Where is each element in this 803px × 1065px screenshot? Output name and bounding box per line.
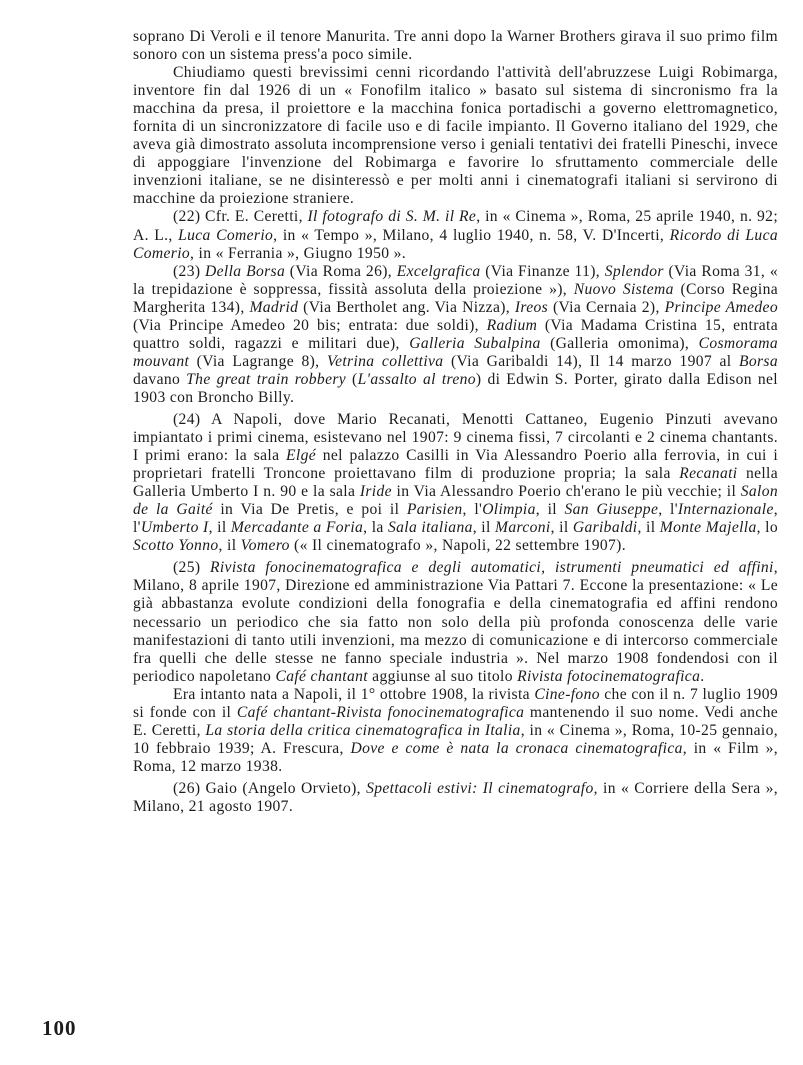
italic-run: Café chantant-Rivista fonocinematografica: [236, 703, 525, 721]
text-run: in Via Alessandro Poerio ch'erano le più vecchie; il: [391, 483, 741, 501]
italic-run: Elgé: [286, 447, 317, 465]
text-run: , in « Tempo », Milano, 4 luglio 1940, n. 58, V. D'Incerti,: [273, 226, 670, 244]
italic-run: Radium: [486, 316, 538, 334]
text-run: , Milano, 8 aprile 1907, Direzione ed amministrazione Via Pattari 7. Eccone la presentazione: « Le già abbastanza evolute condizioni della fonografia e della cinematografia ed affini rendono necessario un periodico che sia fatto non solo della più profonda conoscenza delle varie manifestazioni di tanto utili invenzioni, ma mezzo di comunicazione e di intercorso commerciale fra quelli che delle stesse ne fanno speciale industria ». Nel marzo 1908 fondendosi con il periodico napoletano: [133, 559, 778, 685]
italic-run: Sala italiana: [387, 519, 473, 537]
italic-run: Cosmorama mouvant: [133, 334, 778, 370]
italic-run: Spettacoli estivi: Il cinematografo: [366, 779, 594, 797]
page-number: 100: [42, 1016, 77, 1040]
text-run: (23): [173, 262, 206, 280]
text-run: , il: [550, 519, 573, 537]
text-run: (Via Roma 26),: [285, 262, 397, 280]
italic-run: L'assalto al treno: [357, 370, 476, 388]
text-run: aggiunse al suo titolo: [367, 667, 518, 685]
italic-run: Excelgrafica: [396, 262, 481, 280]
italic-run: The great train robbery: [186, 370, 347, 388]
footnote-26: [133, 780, 778, 816]
italic-run: Borsa: [738, 352, 778, 370]
text-run: che con il n. 7 luglio 1909 si fonde con il: [133, 685, 778, 721]
text-run: (Via Roma 31, « la trepidazione è soppressa, fissità assoluta della proiezione »),: [133, 262, 778, 298]
text-run: (« Il cinematografo », Napoli, 22 settembre 1907).: [289, 537, 626, 555]
text-run: , l': [658, 501, 678, 519]
text-run: , il: [637, 519, 660, 537]
italic-run: Marconi: [495, 519, 551, 537]
italic-run: Parisien: [406, 501, 463, 519]
footnote-24: [133, 411, 778, 555]
italic-run: Splendor: [604, 262, 664, 280]
text-run: , il: [208, 519, 231, 537]
footnote-22: [133, 208, 778, 262]
text-run: , il: [472, 519, 495, 537]
italic-run: Internazionale: [677, 501, 774, 519]
italic-run: San Giuseppe: [564, 501, 659, 519]
text-run: ) di Edwin S. Porter, girato dalla Edison nel 1903 con Broncho Billy.: [133, 370, 778, 406]
italic-run: Dove e come è nata la cronaca cinematografica: [350, 739, 683, 757]
text-run: (Corso Regina Margherita 134),: [133, 280, 778, 316]
text-run: (Via Cernaia 2),: [548, 298, 665, 316]
italic-run: Rivista fotocinematografica: [517, 667, 701, 685]
text-run: nella Galleria Umberto I n. 90 e la sala: [133, 465, 778, 501]
text-run: mantenendo il suo nome. Vedi anche E. Ceretti,: [133, 703, 778, 739]
italic-run: Mercadante a Foria: [230, 519, 364, 537]
paragraph-robimarga: [133, 64, 778, 208]
text-run: (Galleria omonima),: [540, 334, 699, 352]
text-run: , in « Film », Roma, 12 marzo 1938.: [133, 739, 778, 775]
italic-run: Luca Comerio: [178, 226, 274, 244]
text-run: , in « Cinema », Roma, 25 aprile 1940, n. 92; A. L.,: [133, 208, 778, 244]
italic-run: Vomero: [240, 537, 290, 555]
text-run: in Via De Pretis, e poi il: [212, 501, 407, 519]
text-run: nel palazzo Casilli in Via Alessandro Poerio alla ferrovia, in cui i proprietari fratelli Troncone proiettavano film di produzione propria; la sala: [133, 447, 778, 483]
text-run: (26) Gaio (Angelo Orvieto),: [173, 779, 367, 797]
italic-run: Galleria Subalpina: [409, 334, 541, 352]
text-run: , il: [218, 537, 241, 555]
italic-run: Garibaldi: [572, 519, 638, 537]
italic-run: Vetrina collettiva: [326, 352, 444, 370]
text-run: , in « Ferrania », Giugno 1950 ».: [190, 244, 407, 262]
text-run: (24) A Napoli, dove Mario Recanati, Menotti Cattaneo, Eugenio Pinzuti avevano impiantato i primi cinema, esistevano nel 1907: 9 cinema fissi, 7 circolanti e 2 cinema chantants. I primi erano: la sala: [133, 410, 778, 465]
text-run: (Via Bertholet ang. Via Nizza),: [298, 298, 515, 316]
italic-run: Salon de la Gaité: [133, 483, 779, 519]
text-run: , in « Cinema », Roma, 10-25 gennaio, 10 febbraio 1939; A. Frescura,: [133, 721, 778, 757]
text-run: davano: [133, 370, 187, 388]
text-run: , il: [535, 501, 565, 519]
text-run: , la: [363, 519, 388, 537]
italic-run: Madrid: [249, 298, 299, 316]
italic-run: Scotto Yonno: [133, 537, 219, 555]
footnote-25: [133, 559, 778, 685]
italic-run: Recanati: [679, 465, 738, 483]
text-run: (Via Lagrange 8),: [189, 352, 327, 370]
paragraph-continuation: [133, 28, 778, 64]
footnote-25-continuation: [133, 686, 778, 776]
italic-run: Monte Majella: [659, 519, 757, 537]
text-run: Chiudiamo questi brevissimi cenni ricordando l'attività dell'abruzzese Luigi Robimarga, inventore fin dal 1926 di un « Fonofilm italico » basato sul sistema di sincronismo fra la macchina da presa, il proiettore e la macchina fonica portadischi a governo elettromagnetico, fornita di un sincronizzatore di facile uso e di facile impianto. Il Governo italiano del 1929, che aveva già dimostrato assoluta incomprensione verso i geniali tentativi dei fratelli Pineschi, invece di appoggiare l'invenzione del Robimarga e favorire lo sfruttamento commerciale delle invenzioni italiane, se ne disinteressò e per molti anni i cinematografi italiani si servirono di macchine da proiezione straniere.: [133, 64, 778, 208]
italic-run: Il fotografo di S. M. il Re: [307, 208, 477, 226]
text-run: Era intanto nata a Napoli, il 1° ottobre 1908, la rivista: [173, 685, 535, 703]
text-run: (22) Cfr. E. Ceretti,: [173, 208, 308, 226]
text-run: (25): [173, 559, 210, 577]
text-run: (Via Finanze 11),: [480, 262, 605, 280]
italic-run: Ireos: [514, 298, 549, 316]
text-run: .: [700, 667, 705, 685]
text-run: (: [346, 370, 358, 388]
italic-run: La storia della critica cinematografica in Italia: [205, 721, 521, 739]
italic-run: Principe Amedeo: [664, 298, 778, 316]
italic-run: Ricordo di Luca Comerio: [133, 226, 778, 262]
text-run: , l': [462, 501, 483, 519]
text-run: , in « Corriere della Sera », Milano, 21 agosto 1907.: [133, 779, 779, 815]
italic-run: Olimpia: [482, 501, 536, 519]
italic-run: Iride: [359, 483, 392, 501]
text-run: (Via Garibaldi 14), Il 14 marzo 1907 al: [443, 352, 739, 370]
footnote-23: [133, 263, 778, 407]
text-run: , l': [133, 501, 778, 537]
text-column: [133, 28, 778, 816]
text-run: , lo: [756, 519, 778, 537]
italic-run: Della Borsa: [205, 262, 286, 280]
italic-run: Cine-fono: [534, 685, 600, 703]
italic-run: Rivista fonocinematografica e degli automatici, istrumenti pneumatici ed affini: [209, 559, 774, 577]
text-run: soprano Di Veroli e il tenore Manurita. Tre anni dopo la Warner Brothers girava il suo primo film sonoro con un sistema press'a poco simile.: [133, 28, 778, 64]
italic-run: Nuovo Sistema: [573, 280, 674, 298]
text-run: (Via Madama Cristina 15, entrata quattro soldi, ragazzi e militari due),: [133, 316, 778, 352]
text-run: (Via Principe Amedeo 20 bis; entrata: due soldi),: [133, 316, 487, 334]
italic-run: Umberto I: [140, 519, 209, 537]
italic-run: Café chantant: [275, 667, 368, 685]
